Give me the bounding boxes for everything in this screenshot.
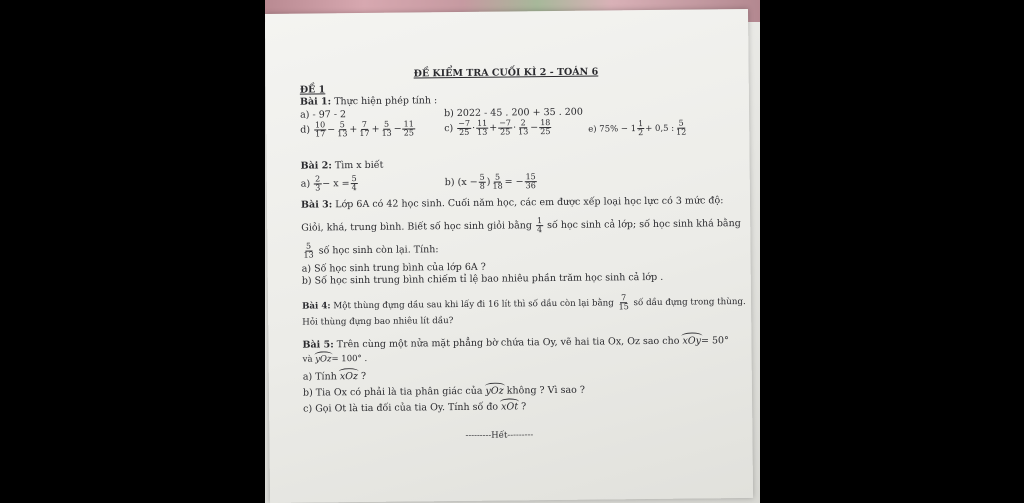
bai4-line2: Hỏi thùng đựng bao nhiêu lít dầu? <box>302 316 454 328</box>
bai5-heading: Bài 5: <box>302 339 334 351</box>
bai3-line3: $\frac{5}{13}$ số học sinh còn lại. Tính: <box>303 241 439 260</box>
angle-xoz: xOz <box>339 371 359 383</box>
bai1-d: d) $\frac{10}{17}$ − $\frac{5}{13}$ + $\frac{7}{17}$ + $\frac{5}{13}$ − $\frac{11}{25}$ <box>300 119 414 139</box>
fraction: $\frac{5}{12}$ <box>676 118 687 137</box>
bai3-line2: Giỏi, khá, trung bình. Biết số học sinh giỏi bằng $\frac{1}{4}$ số học sinh cả lớp; số học sinh khá bằng <box>301 216 741 235</box>
fraction: $\frac{5}{8}$ <box>479 172 485 191</box>
bai3-heading: Bài 3: <box>300 199 333 211</box>
angle-yoz: yOz <box>315 354 332 365</box>
end-marker: ---------Hết--------- <box>465 430 534 441</box>
bai1-e-label: e) 75% − 1 <box>588 124 637 135</box>
bai1-b: b) 2022 - 45 . 200 + 35 . 200 <box>443 106 583 120</box>
fraction: $\frac{-7}{25}$ <box>458 118 471 137</box>
angle-yoz: yOz <box>485 385 504 397</box>
fraction: $\frac{5}{13}$ <box>381 119 392 138</box>
angle-xoy: xOy <box>682 335 702 347</box>
bai1-heading: Bài 1: <box>299 96 332 108</box>
bai3-qb: b) Số học sinh trung bình chiếm tỉ lệ bao nhiêu phần trăm học sinh cả lớp . <box>301 271 664 287</box>
bai1-text: Thực hiện phép tính : <box>334 95 438 108</box>
fraction: $\frac{11}{25}$ <box>403 119 414 138</box>
bai5-qb: b) Tia Ox có phải là tia phân giác của yOz không ? Vì sao ? <box>302 384 585 399</box>
bai3-qa: a) Số học sinh trung bình của lớp 6A ? <box>301 261 486 275</box>
fraction: $\frac{7}{17}$ <box>359 119 370 139</box>
fraction: $\frac{1}{2}$ <box>637 119 644 138</box>
angle-xot: xOt <box>501 401 519 413</box>
bai2-a: a) $\frac{2}{3}$ − x = $\frac{5}{4}$ <box>300 174 357 193</box>
bai2-text: Tìm x biết <box>334 159 384 172</box>
fraction: $\frac{10}{17}$ <box>314 120 326 139</box>
bai1-c: c) $\frac{-7}{25}$ · $\frac{11}{13}$ + $\frac{-7}{25}$ · $\frac{2}{13}$ − $\frac{18}{25}$ <box>444 118 551 137</box>
bai2-b: b) (x − $\frac{5}{8}$ ) $\frac{5}{18}$ = − $\frac{15}{36}$ <box>444 172 536 191</box>
bai5-qa: a) Tính xOz ? <box>302 370 367 383</box>
fraction: $\frac{15}{36}$ <box>525 172 536 191</box>
bai1-a: a) - 97 - 2 <box>300 109 347 121</box>
fraction: $\frac{5}{13}$ <box>337 120 348 139</box>
exam-title: ĐỀ KIỂM TRA CUỐI KÌ 2 - TOÁN 6 <box>413 66 599 80</box>
fraction: $\frac{2}{13}$ <box>518 118 529 137</box>
exam-paper <box>265 9 753 503</box>
fraction: $\frac{1}{4}$ <box>536 216 543 235</box>
bai4-line1: Bài 4: Một thùng đựng dầu sau khi lấy đi 16 lít thì số dầu còn lại bằng $\frac{7}{15}$ số dầu đựng trong thùng. <box>302 293 746 312</box>
photo-frame <box>265 0 760 503</box>
bai1-line <box>300 96 437 107</box>
bai5-qc: c) Gọi Ot là tia đối của tia Oy. Tính số đo xOt ? <box>303 401 527 415</box>
bai5-line1: Bài 5: Trên cùng một nửa mặt phẳng bờ chứa tia Oy, vẽ hai tia Ox, Oz sao cho xOy= 50° <box>302 335 729 351</box>
bai1-d-label: d) <box>300 124 311 136</box>
bai2-line <box>301 161 384 171</box>
fraction: $\frac{-7}{25}$ <box>499 118 512 137</box>
fraction: $\frac{5}{13}$ <box>303 241 314 260</box>
fraction: $\frac{5}{18}$ <box>492 172 503 191</box>
bai1-c-label: c) <box>444 123 454 135</box>
bai2-heading: Bài 2: <box>300 160 332 172</box>
bai4-heading: Bài 4: <box>302 301 331 312</box>
exam-code: ĐỀ 1 <box>299 84 326 96</box>
bai1-e: e) 75% − 1 $\frac{1}{2}$ + 0,5 : $\frac{5}{12}$ <box>588 118 687 138</box>
fraction: $\frac{5}{4}$ <box>351 174 357 193</box>
bai3-line1: Bài 3: Lớp 6A có 42 học sinh. Cuối năm học, các em được xếp loại học lực có 3 mức độ: <box>300 195 724 211</box>
bai5-line2: và yOz= 100° . <box>302 353 368 365</box>
fraction: $\frac{18}{25}$ <box>540 118 551 137</box>
fraction: $\frac{11}{13}$ <box>476 118 488 137</box>
fraction: $\frac{7}{15}$ <box>618 293 629 312</box>
fraction: $\frac{2}{3}$ <box>315 174 321 193</box>
